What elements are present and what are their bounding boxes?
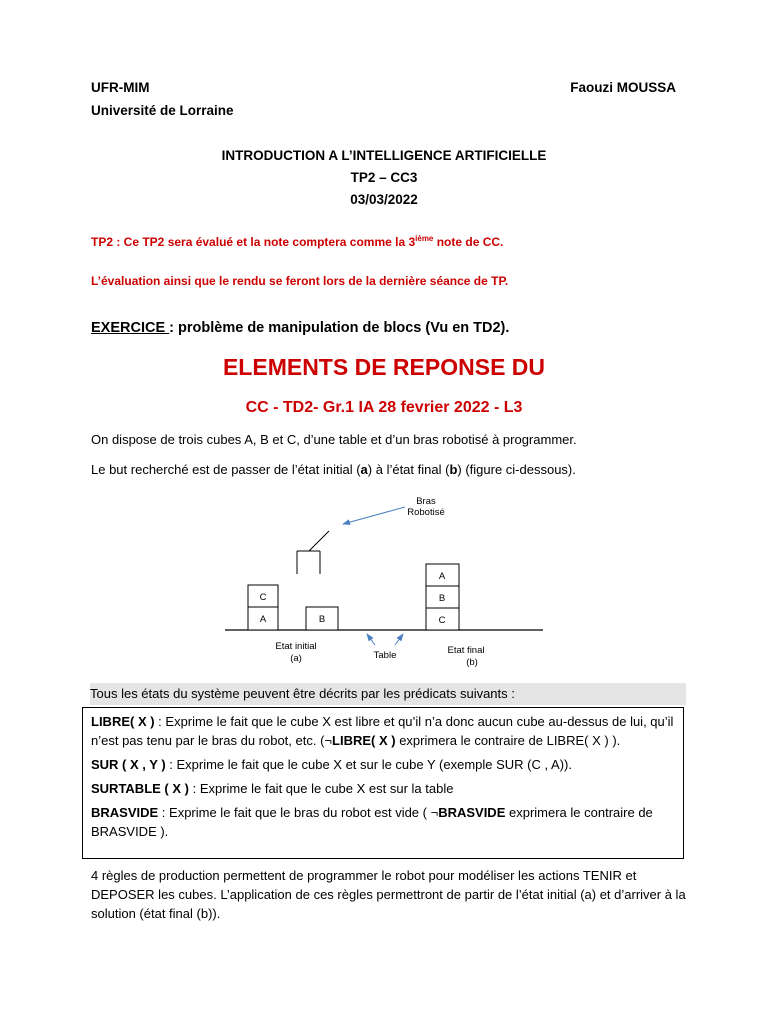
university-label: Université de Lorraine	[91, 103, 234, 118]
notice-line-2: L’évaluation ainsi que le rendu se feront lors de la dernière séance de TP.	[91, 274, 509, 288]
predicate-libre	[91, 712, 677, 750]
predicate-libre-name: LIBRE( X )	[91, 714, 159, 729]
exercise-label: EXERCICE	[91, 320, 170, 336]
final-block-top-label: A	[438, 571, 446, 582]
arm-pointer-arrow	[343, 507, 405, 524]
predicate-libre-name-2: LIBRE( X )	[332, 733, 396, 748]
initial-block-bottom-label: A	[259, 614, 267, 625]
intro-p2-bold-a: a	[360, 462, 368, 477]
course-title: INTRODUCTION A L’INTELLIGENCE ARTIFICIELLE	[221, 148, 547, 163]
initial-block-top-label: C	[259, 592, 267, 603]
predicate-surtable-text: : Exprime le fait que le cube X est sur la table	[192, 781, 454, 796]
final-block-middle-label: B	[438, 593, 446, 604]
tp-title: TP2 – CC3	[350, 170, 418, 185]
final-state-label: Etat final	[447, 645, 485, 656]
predicate-sur	[91, 755, 677, 774]
notice-superscript: ième	[415, 234, 434, 243]
predicate-sur-name: SUR ( X , Y )	[91, 757, 170, 772]
predicate-brasvide-name: BRASVIDE	[91, 805, 162, 820]
rules-paragraph: 4 règles de production permettent de programmer le robot pour modéliser les actions TENIR et DEPOSER les cubes. L’application de ces règles permettront de partir de l’état initial (a) et d’arriver à la solution (état final (b)).	[91, 868, 686, 921]
initial-state-label: Etat initial	[275, 641, 317, 652]
predicate-surtable	[91, 779, 677, 798]
predicate-brasvide-text-2: exprimera le contraire de BRASVIDE ).	[91, 805, 653, 839]
robot-arm	[297, 531, 329, 574]
predicate-surtable-name: SURTABLE ( X )	[91, 781, 193, 796]
intro-p2-bold-b: b	[449, 462, 458, 477]
predicates-box	[82, 707, 684, 859]
tp-date: 03/03/2022	[350, 192, 418, 207]
final-block-bottom-label: C	[438, 615, 446, 626]
initial-state-tag: (a)	[290, 653, 302, 664]
arm-label-line-1: Bras	[416, 496, 436, 507]
arm-label-line-2: Robotisé	[407, 507, 445, 518]
notice-text-b: note de CC.	[433, 235, 504, 249]
table-label: Table	[373, 650, 397, 661]
predicate-brasvide-name-2: BRASVIDE	[438, 805, 506, 820]
response-heading: ELEMENTS DE REPONSE DU	[222, 354, 546, 380]
intro-p2-text-a: Le but recherché est de passer de l’état initial (	[91, 462, 361, 477]
final-state-tag: (b)	[466, 657, 478, 668]
table-pointer-right	[395, 634, 403, 645]
predicate-brasvide-text: : Exprime le fait que le bras du robot est vide ( ¬	[161, 805, 439, 820]
intro-p2-text-b: ) à l’état final (	[367, 462, 450, 477]
predicate-libre-text-2: exprimera le contraire de LIBRE( X ) ).	[395, 733, 621, 748]
notice-text-a: TP2 : Ce TP2 sera évalué et la note comptera comme la 3	[91, 235, 416, 249]
exercise-text: : problème de manipulation de blocs (Vu en TD2).	[169, 320, 510, 336]
predicate-libre-text: : Exprime le fait que le cube X est libre et qu’il n’a donc aucun cube au-dessus de lui, qu’il n’est pas tenu par le bras du robot, etc. (¬	[91, 714, 674, 748]
author-name: Faouzi MOUSSA	[570, 80, 676, 95]
predicate-brasvide	[91, 803, 677, 841]
response-subheading: CC - TD2- Gr.1 IA 28 fevrier 2022 - L3	[245, 399, 523, 416]
intro-paragraph-1: On dispose de trois cubes A, B et C, d’une table et d’un bras robotisé à programmer.	[91, 432, 577, 447]
predicate-sur-text: : Exprime le fait que le cube X et sur le cube Y (exemple SUR (C , A)).	[169, 757, 572, 772]
intro-p2-text-c: ) (figure ci-dessous).	[457, 462, 576, 477]
table-pointer-left	[367, 634, 375, 645]
ufr-label: UFR-MIM	[91, 80, 150, 95]
predicates-intro: Tous les états du système peuvent être décrits par les prédicats suivants :	[90, 683, 686, 705]
initial-block-single-label: B	[318, 614, 326, 625]
